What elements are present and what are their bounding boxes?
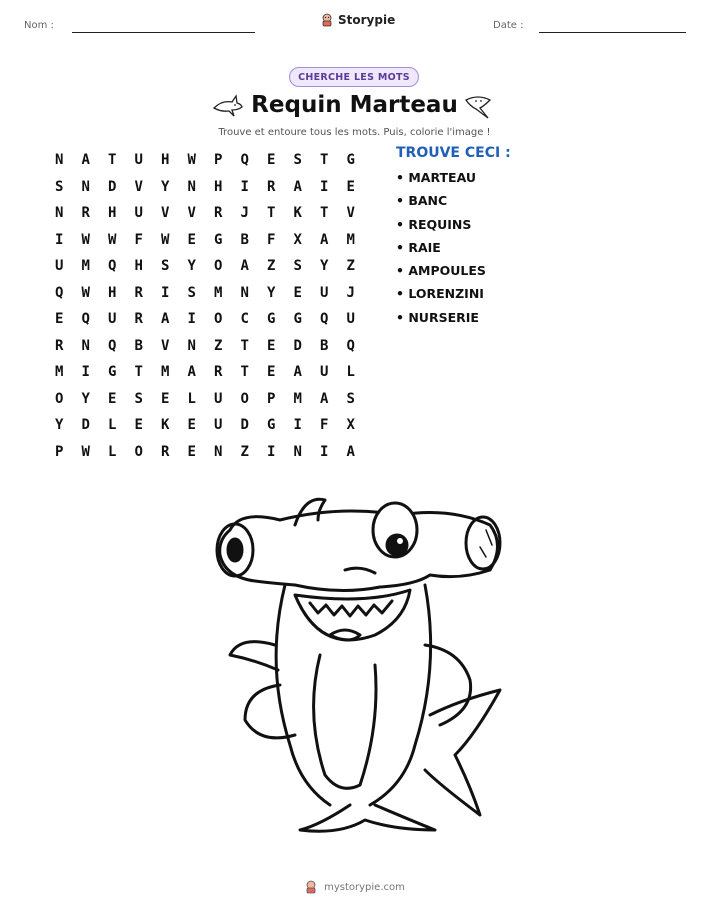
grid-cell: O bbox=[55, 390, 64, 407]
grid-cell: G bbox=[214, 231, 223, 248]
grid-cell: H bbox=[108, 284, 117, 301]
grid-cell: H bbox=[161, 152, 170, 169]
grid-cell: R bbox=[134, 311, 143, 328]
grid-cell: E bbox=[293, 284, 302, 301]
wordlist-item: • REQUINS bbox=[396, 216, 472, 232]
grid-cell: U bbox=[346, 311, 355, 328]
grid-cell: Q bbox=[320, 311, 329, 328]
grid-cell: W bbox=[187, 152, 196, 169]
grid-cell: U bbox=[134, 152, 143, 169]
grid-cell: R bbox=[134, 284, 143, 301]
grid-cell: K bbox=[293, 205, 302, 222]
wordlist-item: • NURSERIE bbox=[396, 309, 479, 325]
grid-cell: X bbox=[346, 417, 355, 434]
grid-cell: H bbox=[108, 205, 117, 222]
grid-cell: U bbox=[214, 417, 223, 434]
grid-cell: E bbox=[55, 311, 64, 328]
grid-cell: E bbox=[187, 443, 196, 460]
wordlist-item: • MARTEAU bbox=[396, 170, 477, 185]
grid-cell: Q bbox=[55, 284, 64, 301]
grid-cell: Y bbox=[320, 258, 329, 275]
grid-cell: I bbox=[55, 231, 64, 248]
grid-cell: M bbox=[346, 231, 355, 248]
grid-cell: X bbox=[293, 231, 302, 248]
grid-cell: R bbox=[214, 205, 223, 222]
grid-cell: S bbox=[346, 390, 355, 407]
grid-cell: A bbox=[346, 443, 355, 460]
grid-cell: M bbox=[161, 364, 170, 381]
grid-cell: R bbox=[161, 443, 170, 460]
date-label: Date : bbox=[493, 20, 524, 31]
grid-cell: T bbox=[267, 205, 276, 222]
grid-cell: L bbox=[108, 417, 117, 434]
grid-cell: R bbox=[214, 364, 223, 381]
grid-cell: E bbox=[161, 390, 170, 407]
grid-cell: W bbox=[108, 231, 117, 248]
grid-cell: A bbox=[240, 258, 249, 275]
grid-cell: A bbox=[293, 364, 302, 381]
grid-cell: V bbox=[346, 205, 355, 222]
grid-cell: K bbox=[161, 417, 170, 434]
grid-cell: J bbox=[346, 284, 355, 301]
grid-cell: M bbox=[55, 364, 64, 381]
grid-cell: D bbox=[293, 337, 302, 354]
grid-cell: N bbox=[187, 178, 196, 195]
grid-cell: B bbox=[134, 337, 143, 354]
grid-cell: H bbox=[134, 258, 143, 275]
grid-cell: L bbox=[187, 390, 196, 407]
grid-cell: W bbox=[81, 231, 90, 248]
grid-cell: E bbox=[267, 152, 276, 169]
date-line bbox=[539, 32, 686, 33]
grid-cell: A bbox=[293, 178, 302, 195]
grid-cell: M bbox=[293, 390, 302, 407]
grid-cell: H bbox=[214, 178, 223, 195]
wordlist-item: • BANC bbox=[396, 193, 448, 209]
grid-cell: S bbox=[293, 258, 302, 275]
grid-cell: E bbox=[134, 417, 143, 434]
wordlist-heading: TROUVE CECI : bbox=[396, 145, 511, 161]
grid-cell: D bbox=[81, 417, 90, 434]
wordlist-item: • AMPOULES bbox=[396, 263, 486, 279]
grid-cell: E bbox=[108, 390, 117, 407]
grid-cell: M bbox=[81, 258, 90, 275]
grid-cell: U bbox=[214, 390, 223, 407]
grid-cell: D bbox=[108, 178, 117, 195]
grid-cell: R bbox=[267, 178, 276, 195]
grid-cell: Z bbox=[346, 258, 355, 275]
grid-cell: E bbox=[346, 178, 355, 195]
name-label: Nom : bbox=[24, 20, 54, 31]
grid-cell: I bbox=[240, 178, 249, 195]
grid-cell: N bbox=[81, 337, 90, 354]
grid-cell: B bbox=[320, 337, 329, 354]
hammerhead-shark-illustration bbox=[200, 485, 510, 845]
grid-cell: I bbox=[81, 364, 90, 381]
grid-cell: G bbox=[267, 311, 276, 328]
grid-cell: V bbox=[134, 178, 143, 195]
grid-cell: E bbox=[187, 231, 196, 248]
grid-cell: U bbox=[320, 284, 329, 301]
grid-cell: O bbox=[214, 258, 223, 275]
grid-cell: Y bbox=[161, 178, 170, 195]
storypie-footer-icon bbox=[304, 880, 318, 894]
page-title: Requin Marteau bbox=[251, 92, 458, 118]
wordlist-item: • RAIE bbox=[396, 239, 441, 255]
grid-cell: L bbox=[346, 364, 355, 381]
grid-cell: R bbox=[81, 205, 90, 222]
grid-cell: I bbox=[293, 417, 302, 434]
grid-cell: I bbox=[320, 443, 329, 460]
grid-cell: N bbox=[81, 178, 90, 195]
grid-cell: Q bbox=[108, 258, 117, 275]
grid-cell: N bbox=[240, 284, 249, 301]
name-line bbox=[72, 32, 255, 33]
grid-cell: Y bbox=[187, 258, 196, 275]
grid-cell: O bbox=[134, 443, 143, 460]
stingray-doodle-icon bbox=[462, 92, 494, 120]
grid-cell: T bbox=[240, 337, 249, 354]
grid-cell: W bbox=[161, 231, 170, 248]
instructions: Trouve et entoure tous les mots. Puis, colorie l'image ! bbox=[218, 127, 491, 138]
grid-cell: J bbox=[240, 205, 249, 222]
grid-cell: I bbox=[161, 284, 170, 301]
brand-logo bbox=[320, 13, 395, 27]
grid-cell: U bbox=[134, 205, 143, 222]
grid-cell: G bbox=[108, 364, 117, 381]
grid-cell: S bbox=[55, 178, 64, 195]
grid-cell: B bbox=[240, 231, 249, 248]
footer-url: mystorypie.com bbox=[324, 881, 405, 893]
grid-cell: T bbox=[134, 364, 143, 381]
grid-cell: F bbox=[267, 231, 276, 248]
grid-cell: W bbox=[81, 284, 90, 301]
wordlist bbox=[396, 170, 486, 333]
grid-cell: Y bbox=[267, 284, 276, 301]
grid-cell: U bbox=[55, 258, 64, 275]
grid-cell: C bbox=[240, 311, 249, 328]
grid-cell: A bbox=[161, 311, 170, 328]
grid-cell: S bbox=[134, 390, 143, 407]
storypie-logo-icon bbox=[320, 13, 334, 27]
grid-cell: W bbox=[81, 443, 90, 460]
grid-cell: N bbox=[55, 205, 64, 222]
grid-cell: I bbox=[267, 443, 276, 460]
grid-cell: O bbox=[214, 311, 223, 328]
grid-cell: A bbox=[320, 390, 329, 407]
grid-cell: D bbox=[240, 417, 249, 434]
grid-cell: P bbox=[267, 390, 276, 407]
grid-cell: Q bbox=[108, 337, 117, 354]
grid-cell: S bbox=[161, 258, 170, 275]
grid-cell: N bbox=[55, 152, 64, 169]
footer bbox=[0, 880, 709, 894]
grid-cell: U bbox=[320, 364, 329, 381]
grid-cell: G bbox=[293, 311, 302, 328]
grid-cell: G bbox=[267, 417, 276, 434]
grid-cell: Z bbox=[267, 258, 276, 275]
grid-cell: G bbox=[346, 152, 355, 169]
activity-badge: CHERCHE LES MOTS bbox=[289, 67, 419, 87]
grid-cell: P bbox=[214, 152, 223, 169]
grid-cell: T bbox=[240, 364, 249, 381]
grid-cell: V bbox=[161, 337, 170, 354]
grid-cell: N bbox=[293, 443, 302, 460]
grid-cell: Y bbox=[81, 390, 90, 407]
grid-cell: F bbox=[134, 231, 143, 248]
grid-cell: A bbox=[81, 152, 90, 169]
grid-cell: S bbox=[293, 152, 302, 169]
grid-cell: Z bbox=[214, 337, 223, 354]
grid-cell: T bbox=[320, 152, 329, 169]
grid-cell: F bbox=[320, 417, 329, 434]
grid-cell: U bbox=[108, 311, 117, 328]
grid-cell: N bbox=[214, 443, 223, 460]
grid-cell: E bbox=[267, 337, 276, 354]
grid-cell: S bbox=[187, 284, 196, 301]
grid-cell: E bbox=[187, 417, 196, 434]
brand-name: Storypie bbox=[338, 13, 396, 27]
grid-cell: I bbox=[320, 178, 329, 195]
grid-cell: Z bbox=[240, 443, 249, 460]
grid-cell: P bbox=[55, 443, 64, 460]
grid-cell: V bbox=[161, 205, 170, 222]
grid-cell: I bbox=[187, 311, 196, 328]
grid-cell: T bbox=[108, 152, 117, 169]
grid-cell: E bbox=[267, 364, 276, 381]
grid-cell: M bbox=[214, 284, 223, 301]
grid-cell: A bbox=[320, 231, 329, 248]
grid-cell: R bbox=[55, 337, 64, 354]
grid-cell: Y bbox=[55, 417, 64, 434]
grid-cell: Q bbox=[240, 152, 249, 169]
grid-cell: A bbox=[187, 364, 196, 381]
grid-cell: T bbox=[320, 205, 329, 222]
grid-cell: N bbox=[187, 337, 196, 354]
word-search-grid bbox=[46, 147, 364, 465]
grid-cell: V bbox=[187, 205, 196, 222]
grid-cell: Q bbox=[81, 311, 90, 328]
wordlist-item: • LORENZINI bbox=[396, 286, 484, 302]
grid-cell: Q bbox=[346, 337, 355, 354]
grid-cell: O bbox=[240, 390, 249, 407]
grid-cell: L bbox=[108, 443, 117, 460]
